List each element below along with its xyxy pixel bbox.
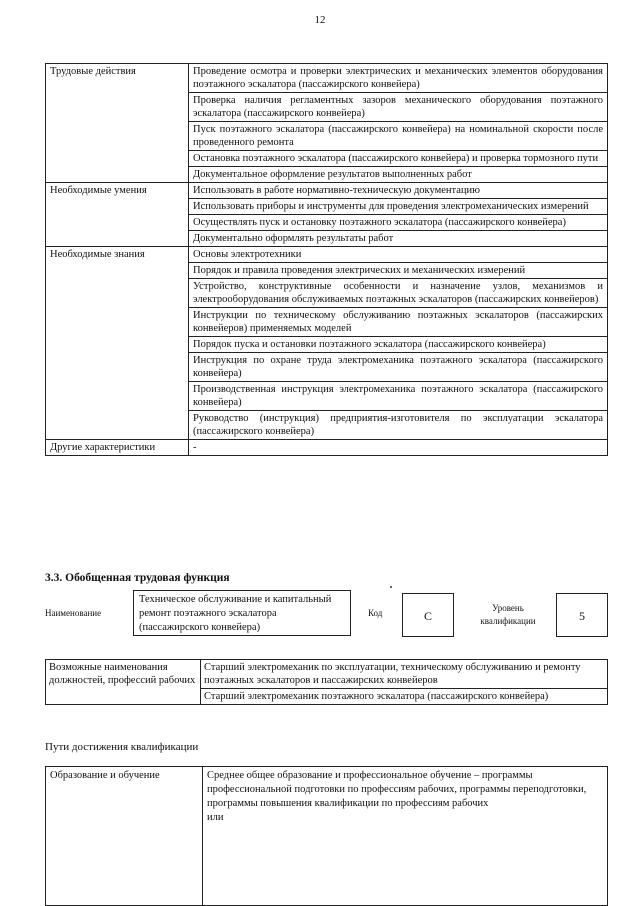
- education-table: [45, 766, 608, 906]
- row-label-job-titles: Возможные наименования должностей, профессий рабочих: [46, 660, 201, 705]
- table-cell: Документально оформлять результаты работ: [189, 231, 608, 247]
- row-label-education: Образование и обучение: [46, 767, 203, 906]
- row-label-other-characteristics: Другие характеристики: [46, 440, 189, 456]
- education-or: или: [207, 812, 224, 823]
- table-cell: Порядок пуска и остановки поэтажного эскалатора (пассажирского конвейера): [189, 337, 608, 353]
- name-value-box: Техническое обслуживание и капитальный ремонт поэтажного эскалатора (пассажирского конвейера): [133, 590, 351, 636]
- table-row: [46, 183, 608, 199]
- table-cell: Старший электромеханик по эксплуатации, техническому обслуживанию и ремонту поэтажных эскалаторов и пассажирских конвейеров: [201, 660, 608, 689]
- table-cell: [203, 767, 608, 906]
- table-cell: -: [189, 440, 608, 456]
- table-row: [46, 767, 608, 906]
- table-cell: Производственная инструкция электромеханика поэтажного эскалатора (пассажирского конвейера): [189, 382, 608, 411]
- job-titles-table: [45, 659, 608, 705]
- row-label-required-knowledge: Необходимые знания: [46, 247, 189, 440]
- table-row: [46, 440, 608, 456]
- table-cell: Использовать в работе нормативно-техническую документацию: [189, 183, 608, 199]
- table-cell: Старший электромеханик поэтажного эскалатора (пассажирского конвейера): [201, 689, 608, 705]
- table-cell: Основы электротехники: [189, 247, 608, 263]
- table-cell: Порядок и правила проведения электрических и механических измерений: [189, 263, 608, 279]
- qualification-paths-title: Пути достижения квалификации: [45, 741, 199, 753]
- labor-functions-table: [45, 63, 608, 456]
- scan-speck: [390, 586, 392, 588]
- qualification-level-box: 5: [556, 593, 608, 637]
- qualification-level-label: Уровень квалификации: [480, 603, 536, 626]
- table-row: [46, 247, 608, 263]
- name-label: Наименование: [45, 608, 102, 618]
- code-label: Код: [368, 608, 383, 618]
- section-title: 3.3. Обобщенная трудовая функция: [45, 572, 230, 584]
- table-cell: Проверка наличия регламентных зазоров механического оборудования поэтажного эскалатора (пассажирского конвейера): [189, 93, 608, 122]
- education-text: Среднее общее образование и профессиональное обучение – программы профессиональной подготовки по профессиям рабочих, программы переподготовки, программы повышения квалификации по профессиям рабочих: [207, 770, 587, 809]
- table-cell: Проведение осмотра и проверки электрических и механических элементов оборудования поэтажного эскалатора (пассажирского конвейера): [189, 64, 608, 93]
- table-cell: Остановка поэтажного эскалатора (пассажирского конвейера) и проверка тормозного пути: [189, 151, 608, 167]
- table-cell: Инструкция по охране труда электромеханика поэтажного эскалатора (пассажирского конвейера): [189, 353, 608, 382]
- page-number: 12: [314, 14, 326, 26]
- table-cell: Использовать приборы и инструменты для проведения электромеханических измерений: [189, 199, 608, 215]
- code-value-box: C: [402, 593, 454, 637]
- table-row: [46, 660, 608, 689]
- table-row: [46, 64, 608, 93]
- table-cell: Руководство (инструкция) предприятия-изготовителя по эксплуатации эскалатора (пассажирского конвейера): [189, 411, 608, 440]
- table-cell: Устройство, конструктивные особенности и назначение узлов, механизмов и электрооборудования обслуживаемых поэтажных эскалаторов (пассажирских конвейеров): [189, 279, 608, 308]
- table-cell: Инструкции по техническому обслуживанию поэтажных эскалаторов (пассажирских конвейеров) применяемых моделей: [189, 308, 608, 337]
- row-label-required-skills: Необходимые умения: [46, 183, 189, 247]
- row-label-labor-actions: Трудовые действия: [46, 64, 189, 183]
- table-cell: Осуществлять пуск и остановку поэтажного эскалатора (пассажирского конвейера): [189, 215, 608, 231]
- table-cell: Пуск поэтажного эскалатора (пассажирского конвейера) на номинальной скорости после проведенного ремонта: [189, 122, 608, 151]
- table-cell: Документальное оформление результатов выполненных работ: [189, 167, 608, 183]
